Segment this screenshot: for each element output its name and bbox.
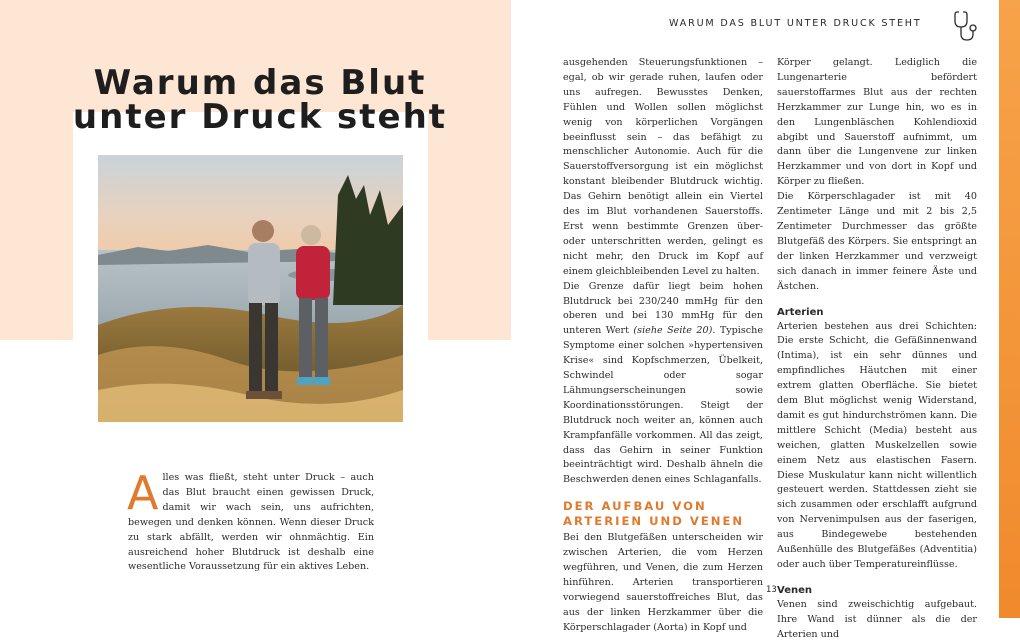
running-head: WARUM DAS BLUT UNTER DRUCK STEHT — [669, 18, 922, 29]
page-reference: (siehe Seite 20) — [633, 325, 713, 337]
text-column-2 — [777, 56, 977, 643]
page-edge-strip — [999, 0, 1020, 618]
paragraph: ausgehenden Steuerungsfunktionen – egal, ob wir gerade ruhen, laufen oder uns aufregen. Bewusstes Denken, Fühlen und Wollen sollen möglichst wenig von körperlichen Vorgängen beeinflusst sein – das befähigt zu menschlicher Autonomie. Auch für die Sauerstoffversorgung ist ein möglichst konstant bleibender Blutdruck wichtig. Das Gehirn benötigt allein ein Viertel des im Blut vorhandenen Sauerstoffs. Erst wenn bestimmte Grenzen über- oder unterschritten werden, gelingt es nicht mehr, den Druck im Kopf auf einem gleichbleibenden Level zu halten. — [563, 57, 763, 277]
stethoscope-icon — [953, 10, 979, 42]
drop-cap: A — [127, 466, 159, 520]
paragraph-text: . Typische Symptome einer solchen »hypertensiven Krise« sind Kopfschmerzen, Übelkeit, Schwindel oder sogar Lähmungserscheinungen sowie Koordinationsstörungen. Steigt der Blutdruck noch weiter an, können auch Krampfanfälle vorkommen. All das zeigt, dass das Gehirn in seiner Funktion beeinträchtigt wird. Deshalb ähneln die Beschwerden denen eines Schlaganfalls. — [563, 325, 764, 486]
paragraph: Arterien bestehen aus drei Schichten: Die erste Schicht, die Gefäßinnenwand (Intima), ist ein sehr dünnes und empfindliches Häutchen mit einer extrem glatten Oberfläche. Sie bietet dem Blut möglichst wenig Widerstand, damit es gut hindurchströmen kann. Die mittlere Schicht (Media) besteht aus weichen, glatten Muskelzellen sowie einem Netz aus elastischen Fasern. Diese Muskulatur kann nicht willentlich gesteuert werden. Stattdessen zieht sie sich zusammen oder erschlafft aufgrund von Nervenimpulsen aus der faserigen, aus Bindegewebe bestehenden Außenhülle des Blutgefäßes (Adventitia) oder auch über Temperatureinflüsse. — [777, 320, 977, 570]
paragraph: Bei den Blutgefäßen unterscheiden wir zwischen Arterien, die vom Herzen wegführen, und Venen, die zum Herzen hinführen. Arterien transportieren vorwiegend sauerstoffreiches Blut, das aus der linken Herzkammer über die Körperschlagader (Aorta) in Kopf und — [563, 532, 763, 633]
subheading-venen: Venen — [777, 584, 812, 596]
intro-paragraph — [127, 466, 374, 575]
section-heading: DER AUFBAU VON ARTERIEN UND VENEN — [563, 499, 745, 529]
paragraph: Die Körperschlagader ist mit 40 Zentimeter Länge und mit 2 bis 2,5 Zentimeter Durchmesser das größte Blutgefäß des Körpers. Sie entspringt an der linken Herzkammer und verzweigt sich danach in immer feinere Äste und Ästchen. — [777, 191, 977, 292]
paragraph-text: Die Grenze dafür liegt beim hohen Blutdruck bei 230/240 mmHg für den oberen und bei 130 mmHg für den unteren Wert — [563, 280, 763, 337]
chapter-title-line-2: unter Druck steht — [72, 97, 448, 137]
text-column-1 — [563, 56, 763, 636]
paragraph — [563, 280, 763, 489]
intro-text: lles was fließt, steht unter Druck – auch das Blut braucht einen gewissen Druck, damit wir wach sein, uns aufrichten, bewegen und denken können. Wenn dieser Druck zu stark abfällt, werden wir ohnmächtig. Ein ausreichend hoher Blutdruck ist deshalb eine wesentliche Voraussetzung für ein aktives Leben. — [128, 472, 374, 573]
page-number: 13 — [766, 585, 777, 595]
chapter-title — [60, 63, 460, 137]
subheading-arterien: Arterien — [777, 306, 824, 318]
paragraph: Venen sind zweischichtig aufgebaut. Ihre Wand ist dünner als die der Arterien und — [777, 598, 977, 640]
chapter-title-line-1: Warum das Blut — [93, 63, 427, 103]
paragraph: Körper gelangt. Lediglich die Lungenarterie befördert sauerstoffarmes Blut aus der rechten Herzkammer zur Lunge hin, wo es in den Lungenbläschen Kohlendioxid abgibt und Sauerstoff aufnimmt, um dann über die Lungenvene zur linken Herzkammer und von dort in Kopf und Körper zu fließen. — [777, 57, 977, 188]
couple-landscape-photo — [98, 155, 403, 422]
